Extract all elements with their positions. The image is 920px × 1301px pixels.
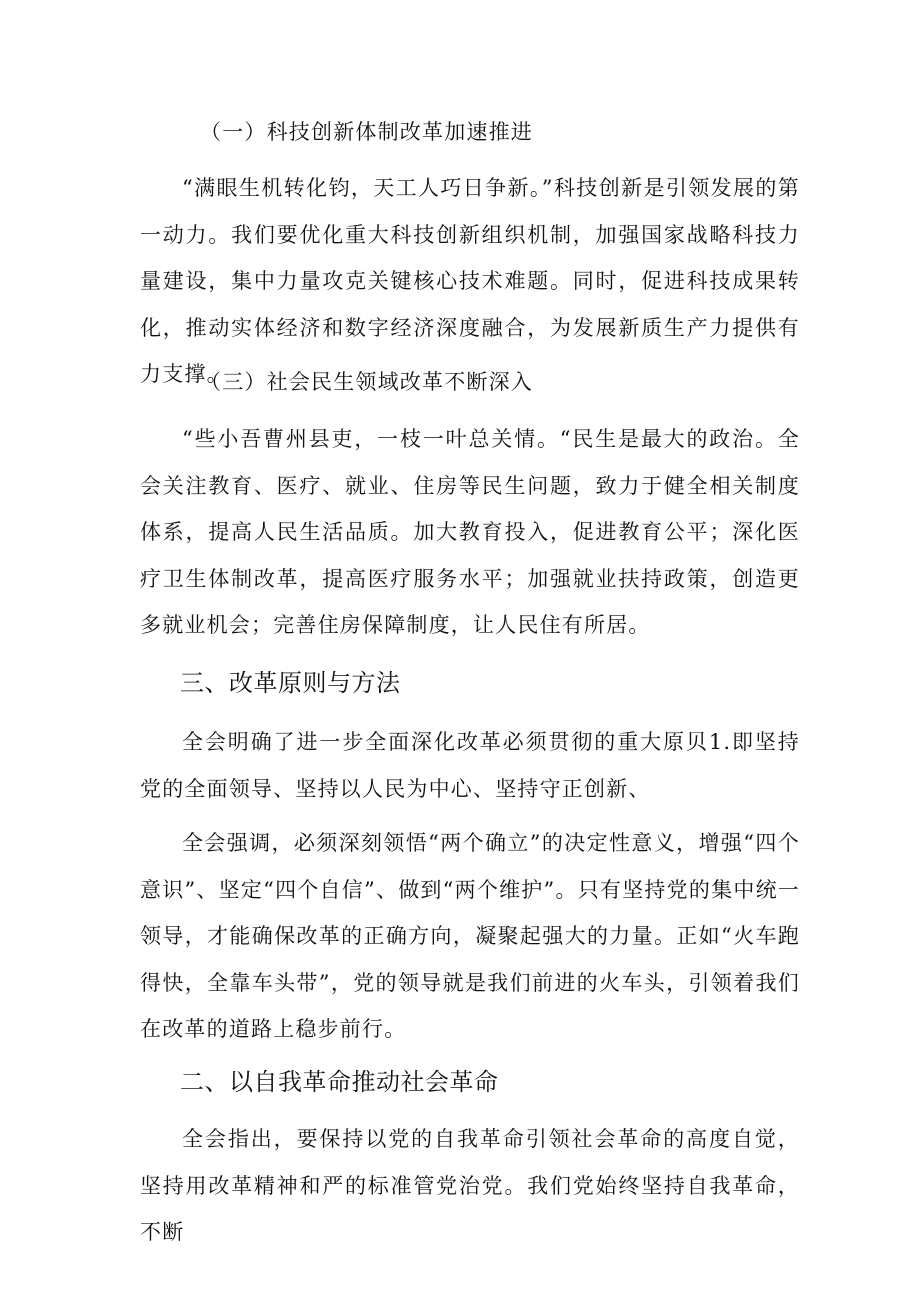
paragraph-principles: 全会明确了进一步全面深化改革必须贯彻的重大原贝1.即坚持党的全面领导、坚持以人民为中心、坚持守正创新、 [140,730,800,801]
subsection-heading-tech-innovation: （一）科技创新体制改革加速推进 [200,120,533,144]
paragraph-social-livelihood: “些小吾曹州县吏，一枝一叶总关情。“民生是最大的政治。全会关注教育、医疗、就业、住房等民生问题，致力于健全相关制度体系，提高人民生活品质。加大教育投入，促进教育公平；深化医疗卫生体制改革，提高医疗服务水平；加强就业扶持政策，创造更多就业机会；完善住房保障制度，让人民住有所居。 [140,427,800,637]
paragraph-self-revolution: 全会指出，要保持以党的自我革命引领社会革命的高度自觉，坚持用改革精神和严的标准管党治党。我们党始终坚持自我革命，不断 [140,1127,800,1244]
paragraph-tech-innovation: “满眼生机转化钧，天工人巧日争新。”科技创新是引领发展的第一动力。我们要优化重大科技创新组织机制，加强国家战略科技力量建设，集中力量攻克关键核心技术难题。同时，促进科技成果转化，推动实体经济和数字经济深度融合，为发展新质生产力提供有力支撑。 [140,176,800,386]
section-heading-self-revolution: 二、以自我革命推动社会革命 [180,1068,499,1096]
subsection-heading-social-livelihood: （三）社会民生领域改革不断深入 [200,370,533,394]
paragraph-party-leadership: 全会强调，必须深刻领悟“两个确立”的决定性意义，增强“四个意识”、坚定“四个自信”、做到“两个维护”。只有坚持党的集中统一领导，才能确保改革的正确方向，凝聚起强大的力量。正如“火车跑得快，全靠车头带”，党的领导就是我们前进的火车头，引领着我们在改革的道路上稳步前行。 [140,831,800,1041]
section-heading-principles: 三、改革原则与方法 [180,669,401,697]
